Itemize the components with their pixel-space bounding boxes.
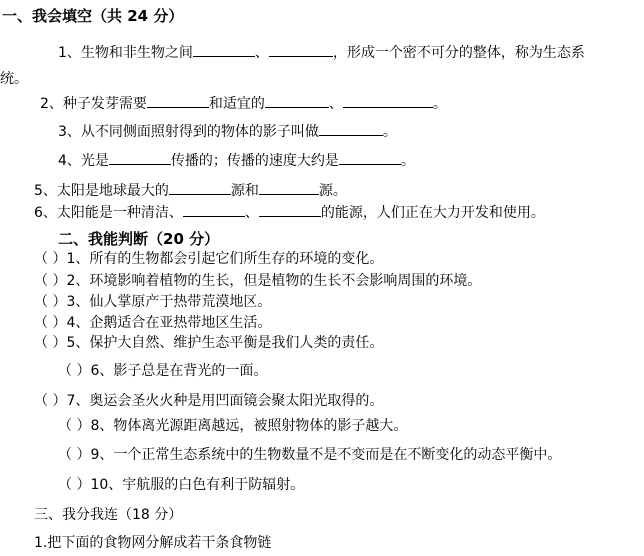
section-2-title: 二、我能判断（20 分）	[58, 230, 220, 248]
answer-blank[interactable]	[269, 42, 333, 57]
question-text: 、	[254, 45, 269, 61]
judge-item-2[interactable]: （ ）2、环境影响着植物的生长，但是植物的生长不会影响周围的环境。	[34, 273, 482, 289]
answer-blank[interactable]	[259, 202, 321, 217]
question-text: 源。	[318, 183, 347, 199]
question-1-continued: 统。	[0, 71, 28, 87]
section-3-question-1: 1.把下面的食物网分解成若干条食物链	[34, 535, 272, 551]
question-text: 、	[244, 205, 259, 221]
judge-item-10[interactable]: （ ）10、宇航服的白色有利于防辐射。	[58, 477, 305, 493]
question-5	[34, 180, 347, 200]
question-text: 、	[328, 96, 343, 112]
judge-item-7[interactable]: （ ）7、奥运会圣火火种是用凹面镜会聚太阳光取得的。	[34, 393, 384, 409]
judge-item-3[interactable]: （ ）3、仙人掌原产于热带荒漠地区。	[34, 294, 272, 310]
question-text: 6、太阳能是一种清洁、	[34, 205, 183, 221]
answer-blank[interactable]	[339, 150, 401, 165]
question-2	[40, 93, 447, 113]
answer-blank[interactable]	[193, 42, 255, 57]
answer-blank[interactable]	[265, 93, 329, 108]
question-text: 1、生物和非生物之间	[58, 45, 193, 61]
answer-blank[interactable]	[147, 93, 209, 108]
answer-blank[interactable]	[319, 121, 383, 136]
judge-item-4[interactable]: （ ）4、企鹅适合在亚热带地区生活。	[34, 315, 272, 331]
question-text: 4、光是	[58, 153, 109, 169]
answer-blank[interactable]	[183, 202, 245, 217]
question-text: 2、种子发芽需要	[40, 96, 147, 112]
judge-item-6[interactable]: （ ）6、影子总是在背光的一面。	[58, 363, 268, 379]
question-text: 源和	[230, 183, 259, 199]
section-3-title: 三、我分我连（18 分）	[34, 507, 183, 523]
question-text: 。	[382, 124, 397, 140]
question-4	[58, 150, 415, 170]
answer-blank[interactable]	[343, 93, 433, 108]
question-text: ，形成一个密不可分的整体，称为生态系	[332, 45, 585, 61]
answer-blank[interactable]	[109, 150, 171, 165]
judge-item-1[interactable]: （ ）1、所有的生物都会引起它们所生存的环境的变化。	[34, 251, 384, 267]
section-1-title: 一、我会填空（共 24 分）	[2, 7, 184, 25]
judge-item-8[interactable]: （ ）8、物体离光源距离越远，被照射物体的影子越大。	[58, 418, 408, 434]
question-text: 5、太阳是地球最大的	[34, 183, 169, 199]
answer-blank[interactable]	[169, 180, 231, 195]
question-6	[34, 202, 545, 222]
question-text: 的能源，人们正在大力开发和使用。	[320, 205, 545, 221]
question-text: 和适宜的	[208, 96, 265, 112]
question-3	[58, 121, 397, 141]
question-text: 3、从不同侧面照射得到的物体的影子叫做	[58, 124, 319, 140]
question-text: 。	[432, 96, 447, 112]
question-text: 传播的；传播的速度大约是	[170, 153, 339, 169]
question-text: 。	[400, 153, 415, 169]
judge-item-5[interactable]: （ ）5、保护大自然、维护生态平衡是我们人类的责任。	[34, 335, 384, 351]
judge-item-9[interactable]: （ ）9、一个正常生态系统中的生物数量不是不变而是在不断变化的动态平衡中。	[58, 447, 562, 463]
question-1	[58, 42, 585, 62]
answer-blank[interactable]	[259, 180, 319, 195]
